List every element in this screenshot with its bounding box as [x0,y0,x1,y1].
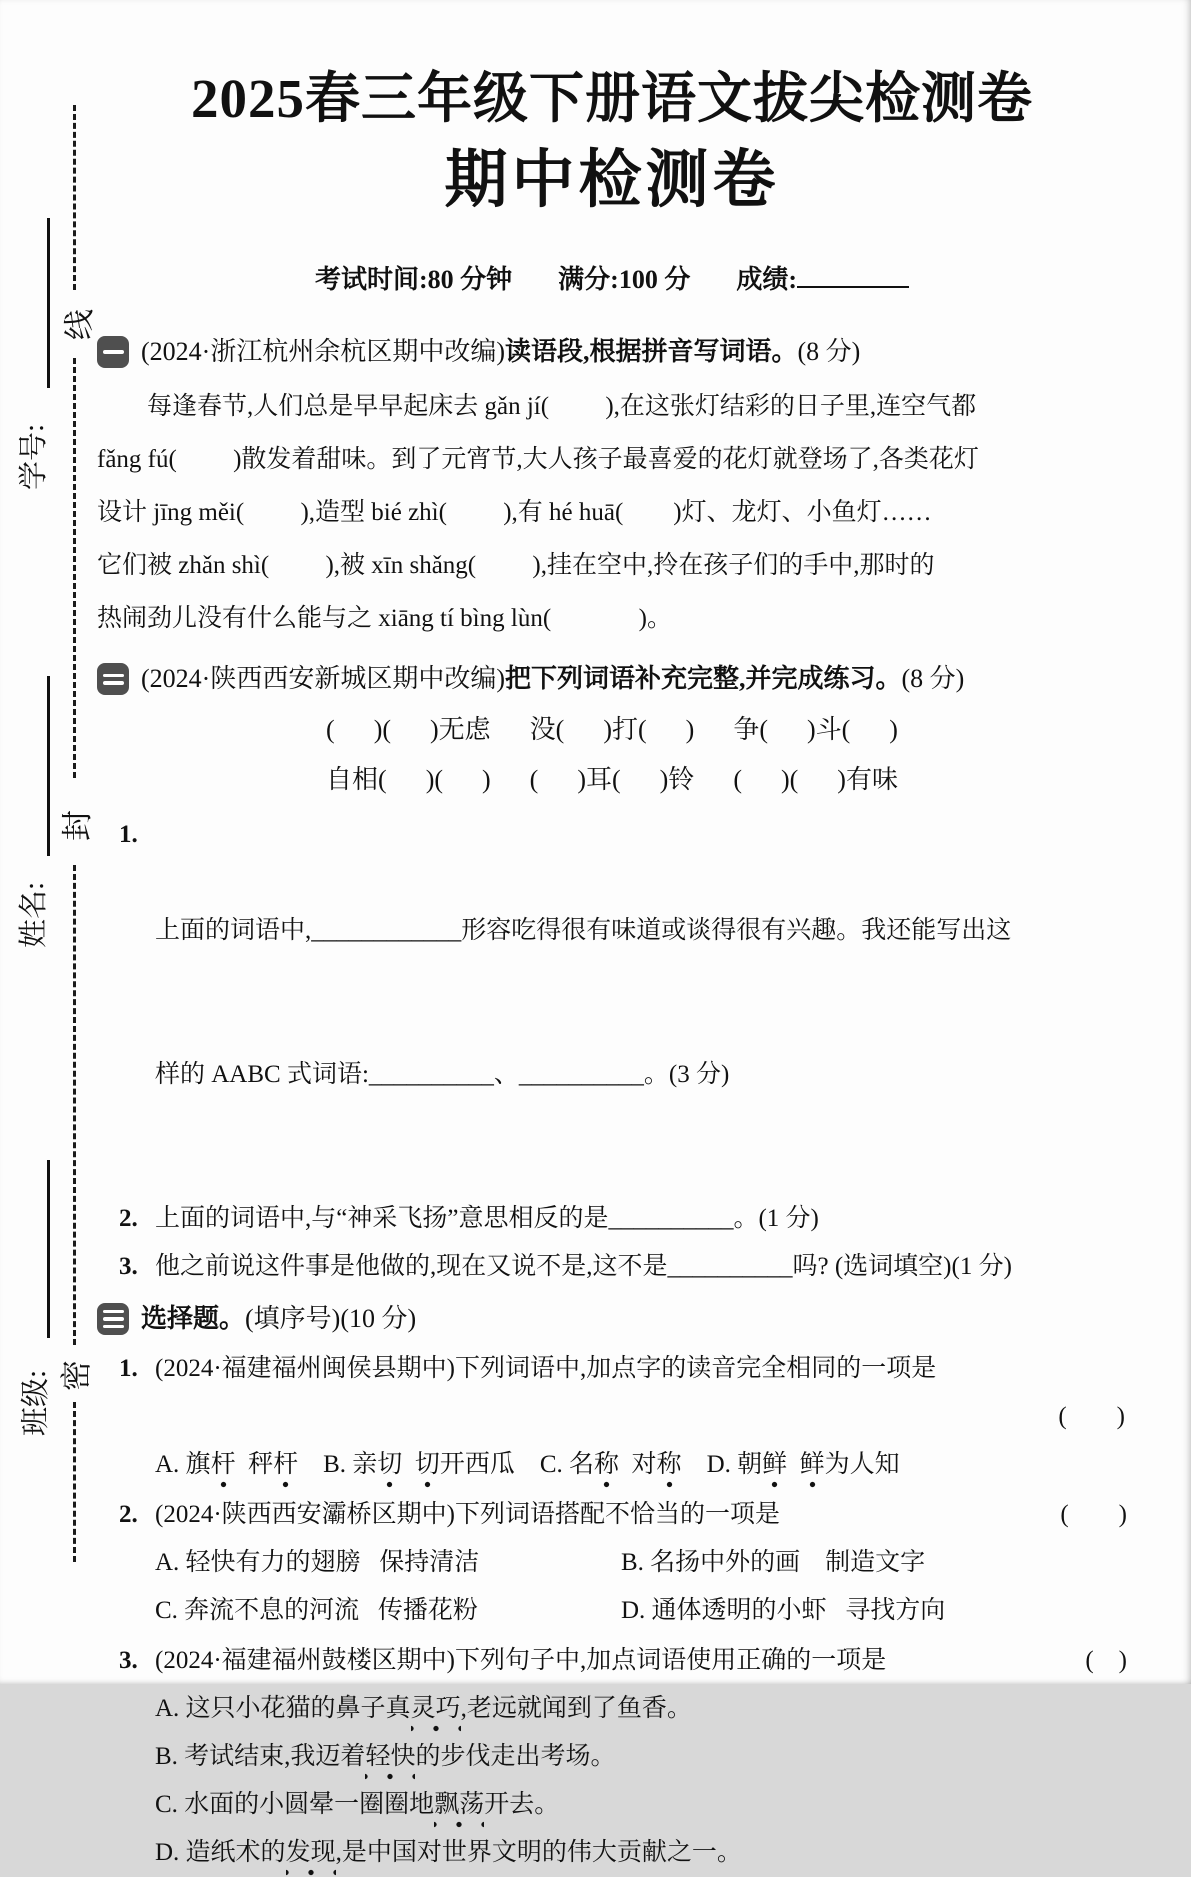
question-row [97,1345,1127,1393]
question-number: 2. [119,1205,138,1232]
question-number: 1. [119,821,138,848]
student-id-blank-line [47,218,50,388]
section-two-points: (8 分) [901,664,965,693]
student-id-label: 学号: [18,423,50,491]
section-two-questions [97,811,1127,1291]
answer-bracket: ( ) [1085,1647,1127,1674]
answer-bracket: ( ) [1058,1403,1125,1430]
class-label: 班级: [20,1369,52,1437]
option-row [155,1539,1127,1587]
exam-info-line [97,262,1127,298]
section-two-instruction: 把下列词语补充完整,并完成练习。 [504,664,902,693]
seal-dashed-line-segment [73,358,76,778]
seal-char-xian: 线 [62,309,97,340]
option-c: C. 水面的小圆晕一圈圈地飘荡开去。 [155,1781,1127,1829]
question-row [97,1637,1127,1685]
one-bar-badge-icon [97,336,129,368]
question-text: 他之前说这件事是他做的,现在又说不是,这不是__________吗? (选词填空)(1 分) [155,1253,1012,1280]
question-stem: (2024·福建福州鼓楼区期中)下列句子中,加点词语使用正确的一项是 [155,1647,887,1674]
answer-bracket: ( ) [1060,1501,1127,1528]
word-row: ( )( )无虑 没( )打( ) 争( )斗( ) [326,715,898,744]
section-three-points: (填序号)(10 分) [245,1304,417,1333]
question-stem: (2024·陕西西安灞桥区期中)下列词语搭配不恰当的一项是 [155,1501,780,1528]
question-row [97,1243,1127,1291]
question-number: 2. [119,1501,138,1528]
question-number: 3. [119,1647,138,1674]
option-d: D. 造纸术的发现,是中国对世界文明的伟大贡献之一。 [155,1829,1127,1877]
question-row [97,1491,1127,1539]
seal-dashed-line-segment [73,105,76,290]
question-number: 3. [119,1253,138,1280]
section-two-source: (2024·陕西西安新城区期中改编) [141,664,505,693]
paper-content [97,0,1127,1877]
score-label: 成绩: [736,265,797,294]
option-d: D. 通体透明的小虾 寻找方向 [621,1597,946,1624]
question-row [97,1195,1127,1243]
question-line: 样的 AABC 式词语:__________、__________。(3 分) [155,1061,730,1088]
seal-dashed-line-segment [73,865,76,1345]
section-three-questions [97,1345,1127,1877]
full-score: 满分:100 分 [558,265,691,294]
section-one-instruction: 读语段,根据拼音写词语。 [504,337,798,366]
question-number: 1. [119,1355,138,1382]
section-three-header [97,1299,1127,1339]
question-stem-row [155,1637,1127,1685]
section-two-header [97,659,1127,699]
option-c: C. 奔流不息的河流 传播花粉 [155,1597,478,1624]
passage-line: fǎng fú( )散发着甜味。到了元宵节,大人孩子最喜爱的花灯就登场了,各类花灯 [97,446,979,473]
section-one-points: (8 分) [797,337,861,366]
passage-line: 设计 jīng měi( ),造型 bié zhì( ),有 hé huā( )灯、龙灯、小鱼灯…… [97,499,932,526]
word-row: 自相( )( ) ( )耳( )铃 ( )( )有味 [326,765,898,794]
option-line: A. 旗杆 秤杆 B. 亲切 切开西瓜 C. 名称 对称 D. 朝鲜 鲜为人知 [155,1441,1127,1489]
option-b: B. 名扬中外的画 制造文字 [621,1549,926,1576]
exam-time: 考试时间:80 分钟 [314,265,513,294]
option-row [155,1587,1127,1635]
two-bar-badge-icon [97,663,129,695]
seal-char-mi: 密 [59,1360,94,1391]
paper-subtitle: 期中检测卷 [444,145,780,215]
question-text [155,811,1127,1195]
section-three-instruction: 选择题。 [141,1304,246,1333]
passage-line: 它们被 zhǎn shì( ),被 xīn shǎng( ),挂在空中,拎在孩子们的手中,那时的 [97,552,935,579]
score-blank-line [797,262,909,288]
passage-line: 每逢春节,人们总是早早起床去 gǎn jí( ),在这张灯结彩的日子里,连空气都 [147,393,977,420]
question-stem: (2024·福建福州闽侯县期中)下列词语中,加点字的读音完全相同的一项是 [155,1355,937,1382]
name-blank-line [47,676,50,856]
option-a: A. 这只小花猫的鼻子真灵巧,老远就闻到了鱼香。 [155,1685,1127,1733]
section-one-header [97,332,1127,372]
seal-dashed-line-segment [73,1402,76,1562]
class-blank-line [47,1160,50,1338]
question-text: 上面的词语中,与“神采飞扬”意思相反的是__________。(1 分) [155,1205,819,1232]
three-bar-badge-icon [97,1303,129,1335]
passage-line: 热闹劲儿没有什么能与之 xiāng tí bìng lùn( )。 [97,605,672,632]
question-line: 上面的词语中,____________形容吃得很有味道或谈得很有兴趣。我还能写出这 [155,917,1012,944]
seal-char-feng: 封 [60,810,95,841]
option-b: B. 考试结束,我迈着轻快的步伐走出考场。 [155,1733,1127,1781]
section-one-source: (2024·浙江杭州余杭区期中改编) [141,337,505,366]
paper-title: 2025春三年级下册语文拔尖检测卷 [190,68,1033,129]
option-a: A. 轻快有力的翅膀 保持清洁 [155,1549,480,1576]
score-field [736,262,909,298]
question-row [97,811,1127,1195]
section-one-passage [97,380,1127,645]
word-completion-rows [97,705,1127,805]
question-stem-row [155,1491,1127,1539]
name-label: 姓名: [18,881,50,949]
